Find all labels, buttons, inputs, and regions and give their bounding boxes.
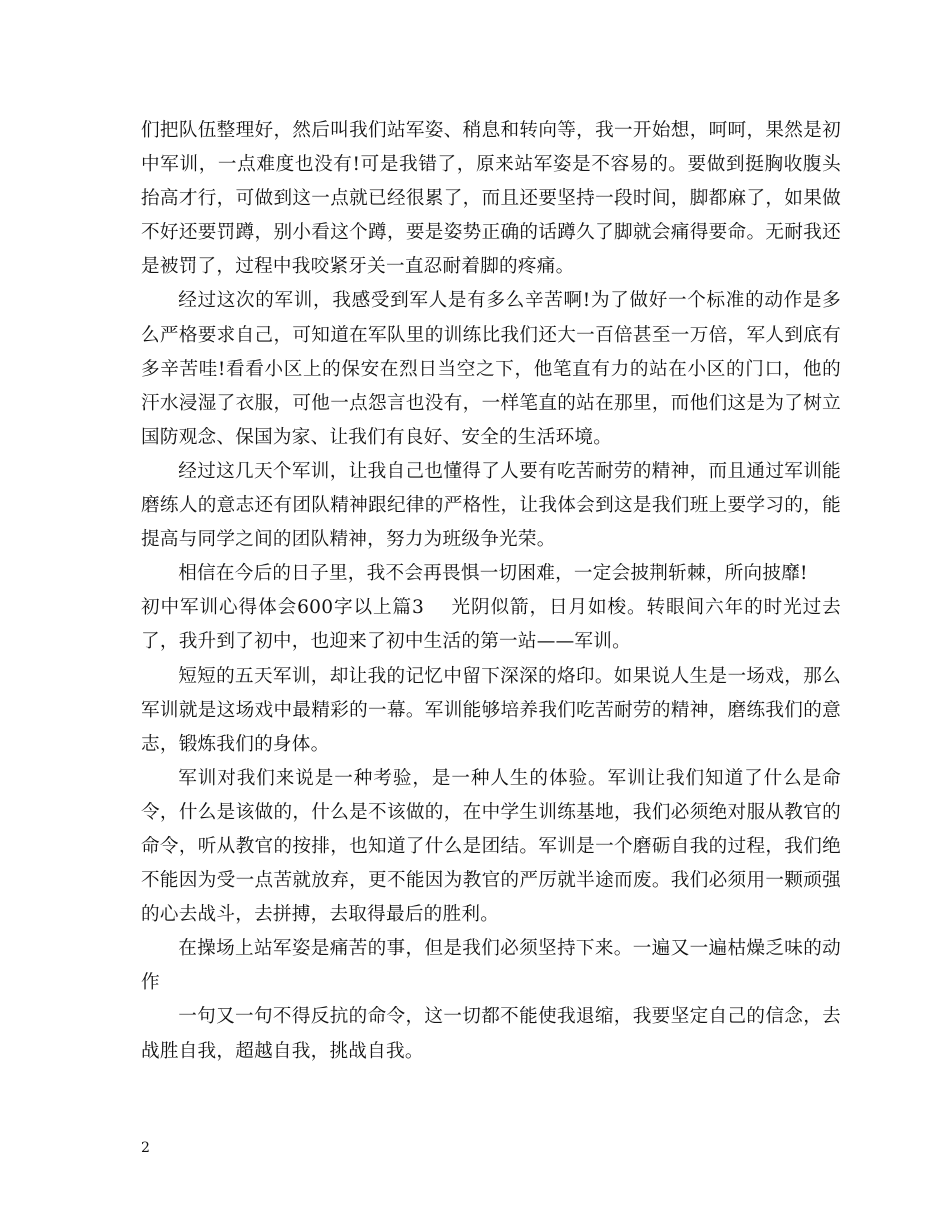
paragraph-2: 经过这次的军训，我感受到军人是有多么辛苦啊!为了做好一个标准的动作是多么严格要求自己，可知道在军队里的训练比我们还大一百倍甚至一万倍，军人到底有多辛苦哇!看看小区上的保安在烈日当空之下，他笔直有力的站在小区的门口，他的汗水浸湿了衣服，可他一点怨言也没有，一样笔直的站在那里，而他们这是为了树立国防观念、保国为家、让我们有良好、安全的生活环境。 bbox=[141, 290, 841, 448]
section-heading: 初中军训心得体会600字以上篇3 bbox=[141, 597, 425, 619]
body-text bbox=[141, 114, 841, 1069]
paragraph-9: 一句又一句不得反抗的命令，这一切都不能使我退缩，我要坚定自己的信念，去战胜自我，超越自我，挑战自我。 bbox=[141, 1006, 841, 1062]
paragraph-3: 经过这几天个军训，让我自己也懂得了人要有吃苦耐劳的精神，而且通过军训能磨练人的意志还有团队精神跟纪律的严格性，让我体会到这是我们班上要学习的，能提高与同学之间的团队精神，努力为班级争光荣。 bbox=[141, 460, 841, 551]
paragraph-1: 们把队伍整理好，然后叫我们站军姿、稍息和转向等，我一开始想，呵呵，果然是初中军训，一点难度也没有!可是我错了，原来站军姿是不容易的。要做到挺胸收腹头抬高才行，可做到这一点就已经很累了，而且还要坚持一段时间，脚都麻了，如果做不好还要罚蹲，别小看这个蹲，要是姿势正确的话蹲久了脚就会痛得要命。无耐我还是被罚了，过程中我咬紧牙关一直忍耐着脚的疼痛。 bbox=[141, 120, 841, 278]
paragraph-8: 在操场上站军姿是痛苦的事，但是我们必须坚持下来。一遍又一遍枯燥乏味的动作 bbox=[141, 938, 841, 994]
page-number: 2 bbox=[141, 1140, 150, 1156]
paragraph-5 bbox=[141, 591, 841, 659]
paragraph-5-text: 光阴似箭，日月如梭。转眼间六年的时光过去了，我升到了初中，也迎来了初中生活的第一站——军训。 bbox=[141, 597, 841, 653]
paragraph-7: 军训对我们来说是一种考验，是一种人生的体验。军训让我们知道了什么是命令，什么是该做的，什么是不该做的，在中学生训练基地，我们必须绝对服从教官的命令，听从教官的按排，也知道了什么是团结。军训是一个磨砺自我的过程，我们绝不能因为受一点苦就放弃，更不能因为教官的严厉就半途而废。我们必须用一颗顽强的心去战斗，去拼搏，去取得最后的胜利。 bbox=[141, 767, 841, 926]
paragraph-4: 相信在今后的日子里，我不会再畏惧一切困难，一定会披荆斩棘，所向披靡! bbox=[178, 563, 808, 585]
paragraph-6: 短短的五天军训，却让我的记忆中留下深深的烙印。如果说人生是一场戏，那么军训就是这场戏中最精彩的一幕。军训能够培养我们吃苦耐劳的精神，磨练我们的意志，锻炼我们的身体。 bbox=[141, 665, 841, 755]
